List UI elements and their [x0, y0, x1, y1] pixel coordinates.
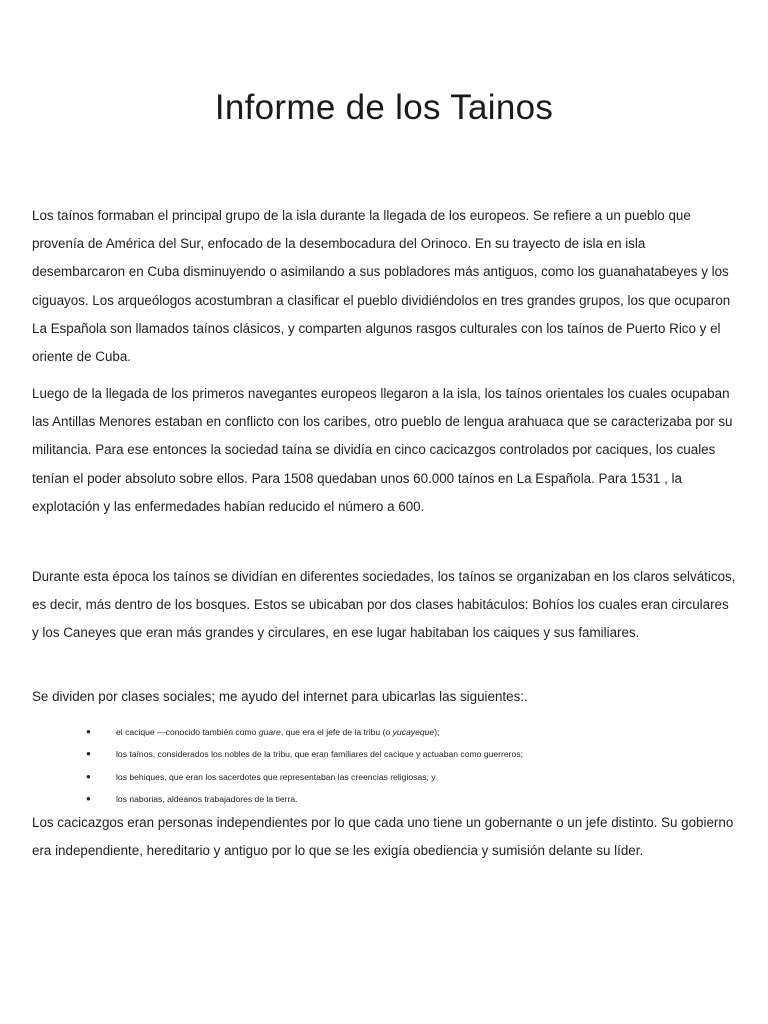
list-item-text: los naborias, aldeanos trabajadores de la tierra. — [116, 793, 298, 804]
list-item-emphasis: yucayeque — [392, 727, 435, 737]
list-item-text: los behiques, que eran los sacerdotes que representaban las creencias religiosas; y — [116, 771, 436, 782]
list-item-text-middle: , que era el jefe de la tribu (o — [280, 727, 393, 737]
document-title: Informe de los Tainos — [214, 88, 554, 127]
list-item — [86, 721, 726, 743]
paragraph-3: Durante esta época los taínos se dividían en diferentes sociedades, los taínos se organizaban en los claros selváticos, es decir, más dentro de los bosques. Estos se ubicaban por dos clases habitáculos: Bohíos los cuales eran circulares y los Caneyes que eran más grandes y circulares, en ese lugar habitaban los caiques y sus familiares. — [32, 569, 736, 641]
list-item — [86, 766, 726, 788]
bullet-icon: ● — [86, 793, 91, 803]
social-classes-list — [86, 721, 726, 810]
list-item-emphasis: guare — [258, 727, 281, 737]
list-item — [86, 788, 726, 810]
list-item-text-start: el cacique —conocido también como — [116, 727, 259, 737]
paragraph-2: Luego de la llegada de los primeros navegantes europeos llegaron a la isla, los taínos orientales los cuales ocupaban las Antillas Menores estaban en conflicto con los caribes, otro pueblo de lengua arahuaca que se caracterizaba por su militancia. Para ese entonces la sociedad taína se dividía en cinco cacicazgos controlados por caciques, los cuales tenían el poder absoluto sobre ellos. Para 1508 quedaban unos 60.000 taínos en La Española. Para 1531 , la explotación y las enfermedades habían reducido el número a 600. — [32, 386, 733, 514]
paragraph-4: Se dividen por clases sociales; me ayudo del internet para ubicarlas las siguientes:. — [32, 689, 528, 704]
paragraph-5: Los cacicazgos eran personas independientes por lo que cada uno tiene un gobernante o un jefe distinto. Su gobierno era independiente, hereditario y antiguo por lo que se les exigía obediencia y sumisión delante su líder. — [32, 815, 734, 859]
list-item-text-end: ); — [434, 727, 440, 737]
paragraph-1: Los taínos formaban el principal grupo de la isla durante la llegada de los europeos. Se refiere a un pueblo que provenía de América del Sur, enfocado de la desembocadura del Orinoco. En su trayecto de isla en isla desembarcaron en Cuba disminuyendo o asimilando a sus pobladores más antiguos, como los guanahatabeyes y los ciguayos. Los arqueólogos acostumbran a clasificar el pueblo dividiéndolos en tres grandes grupos, los que ocuparon La Española son llamados taínos clásicos, y comparten algunos rasgos culturales con los taínos de Puerto Rico y el oriente de Cuba. — [32, 208, 731, 365]
bullet-icon: ● — [86, 727, 91, 736]
list-item-text: los taínos, considerados los nobles de la tribu, que eran familiares del cacique y actuaban como guerreros; — [116, 749, 524, 760]
list-item — [86, 743, 726, 765]
bullet-icon: ● — [86, 771, 91, 781]
bullet-icon: ● — [86, 749, 91, 759]
